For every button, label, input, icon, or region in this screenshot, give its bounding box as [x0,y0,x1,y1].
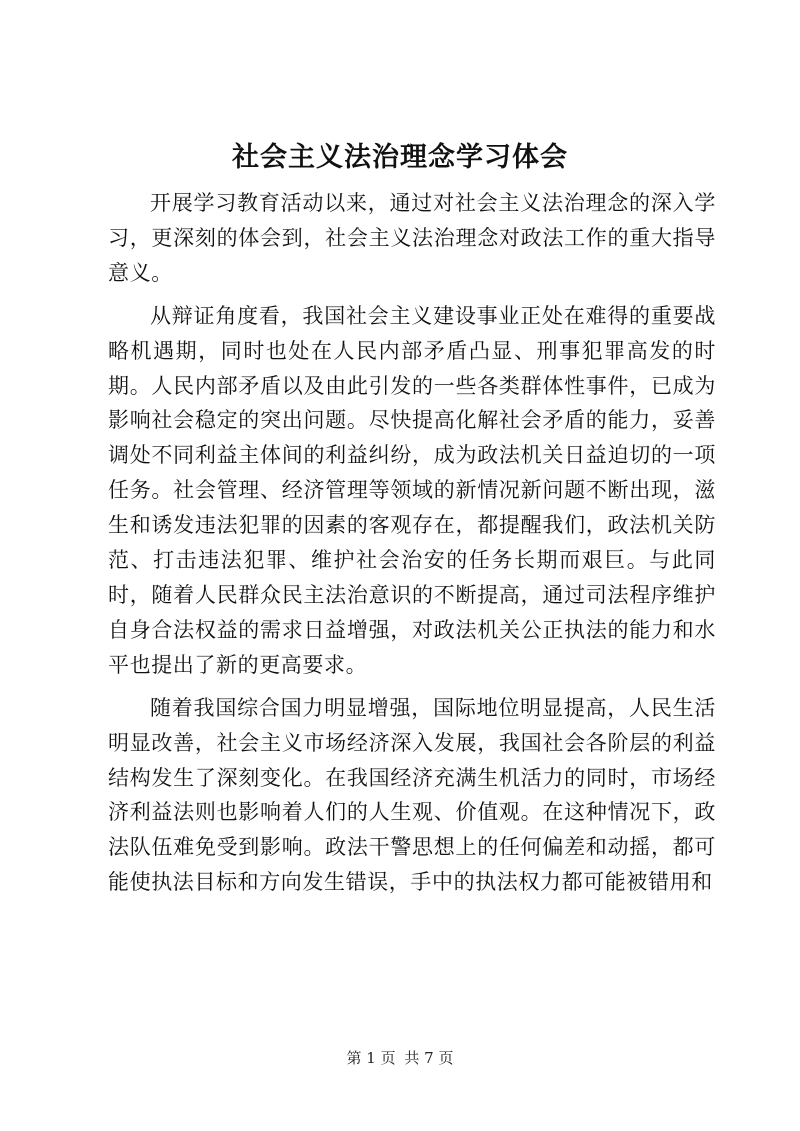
paragraph-1: 开展学习教育活动以来，通过对社会主义法治理念的深入学习，更深刻的体会到，社会主义法治理念对政法工作的重大指导意义。 [108,191,716,285]
page-total: 共 7 页 [404,1049,454,1067]
paragraph-2: 从辩证角度看，我国社会主义建设事业正处在难得的重要战略机遇期，同时也处在人民内部矛盾凸显、刑事犯罪高发的时期。人民内部矛盾以及由此引发的一些各类群体性事件，已成为影响社会稳定的突出问题。尽快提高化解社会矛盾的能力，妥善调处不同利益主体间的利益纠纷，成为政法机关日益迫切的一项任务。社会管理、经济管理等领域的新情况新问题不断出现，滋生和诱发违法犯罪的因素的客观存在，都提醒我们，政法机关防范、打击违法犯罪、维护社会治安的任务长期而艰巨。与此同时，随着人民群众民主法治意识的不断提高，通过司法程序维护自身合法权益的需求日益增强，对政法机关公正执法的能力和水平也提出了新的更高要求。 [108,303,716,677]
page-footer [0,1047,800,1069]
paragraph-3: 随着我国综合国力明显增强，国际地位明显提高，人民生活明显改善，社会主义市场经济深入发展，我国社会各阶层的利益结构发生了深刻变化。在我国经济充满生机活力的同时，市场经济利益法则也影响着人们的人生观、价值观。在这种情况下，政法队伍难免受到影响。政法干警思想上的任何偏差和动摇，都可能使执法目标和方向发生错误，手中的执法权力都可能被错用和 [108,695,716,895]
document-title: 社会主义法治理念学习体会 [232,142,568,173]
page-number: 第 1 页 [346,1049,396,1067]
document-body [108,186,716,908]
